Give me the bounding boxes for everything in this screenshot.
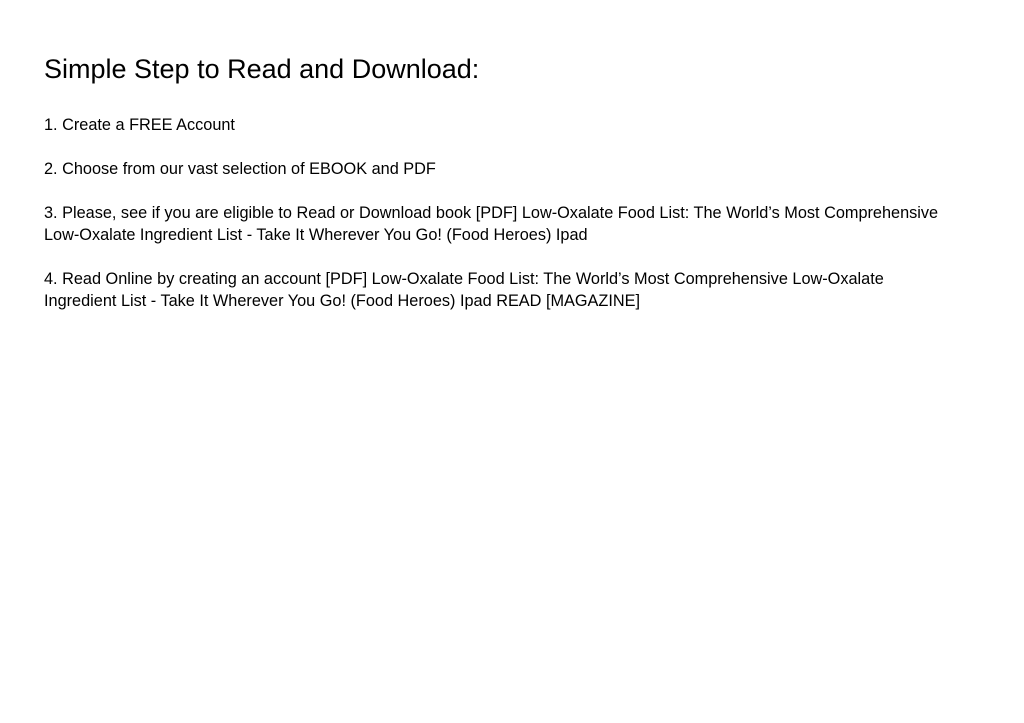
steps-list [44, 114, 944, 312]
step-item-read-online: 4. Read Online by creating an account [PDF] Low-Oxalate Food List: The World’s Most Comprehensive Low-Oxalate Ingredient List - Take It Wherever You Go! (Food Heroes) Ipad READ [MAGAZINE] [44, 270, 884, 310]
step-item-create-account: 1. Create a FREE Account [44, 116, 235, 134]
document-content [44, 53, 944, 312]
page-title: Simple Step to Read and Download: [44, 54, 480, 84]
step-item-choose-selection: 2. Choose from our vast selection of EBOOK and PDF [44, 160, 436, 178]
step-item-check-eligibility: 3. Please, see if you are eligible to Read or Download book [PDF] Low-Oxalate Food List: The World’s Most Comprehensive Low-Oxalate Ingredient List - Take It Wherever You Go! (Food Heroes) Ipad [44, 204, 939, 244]
